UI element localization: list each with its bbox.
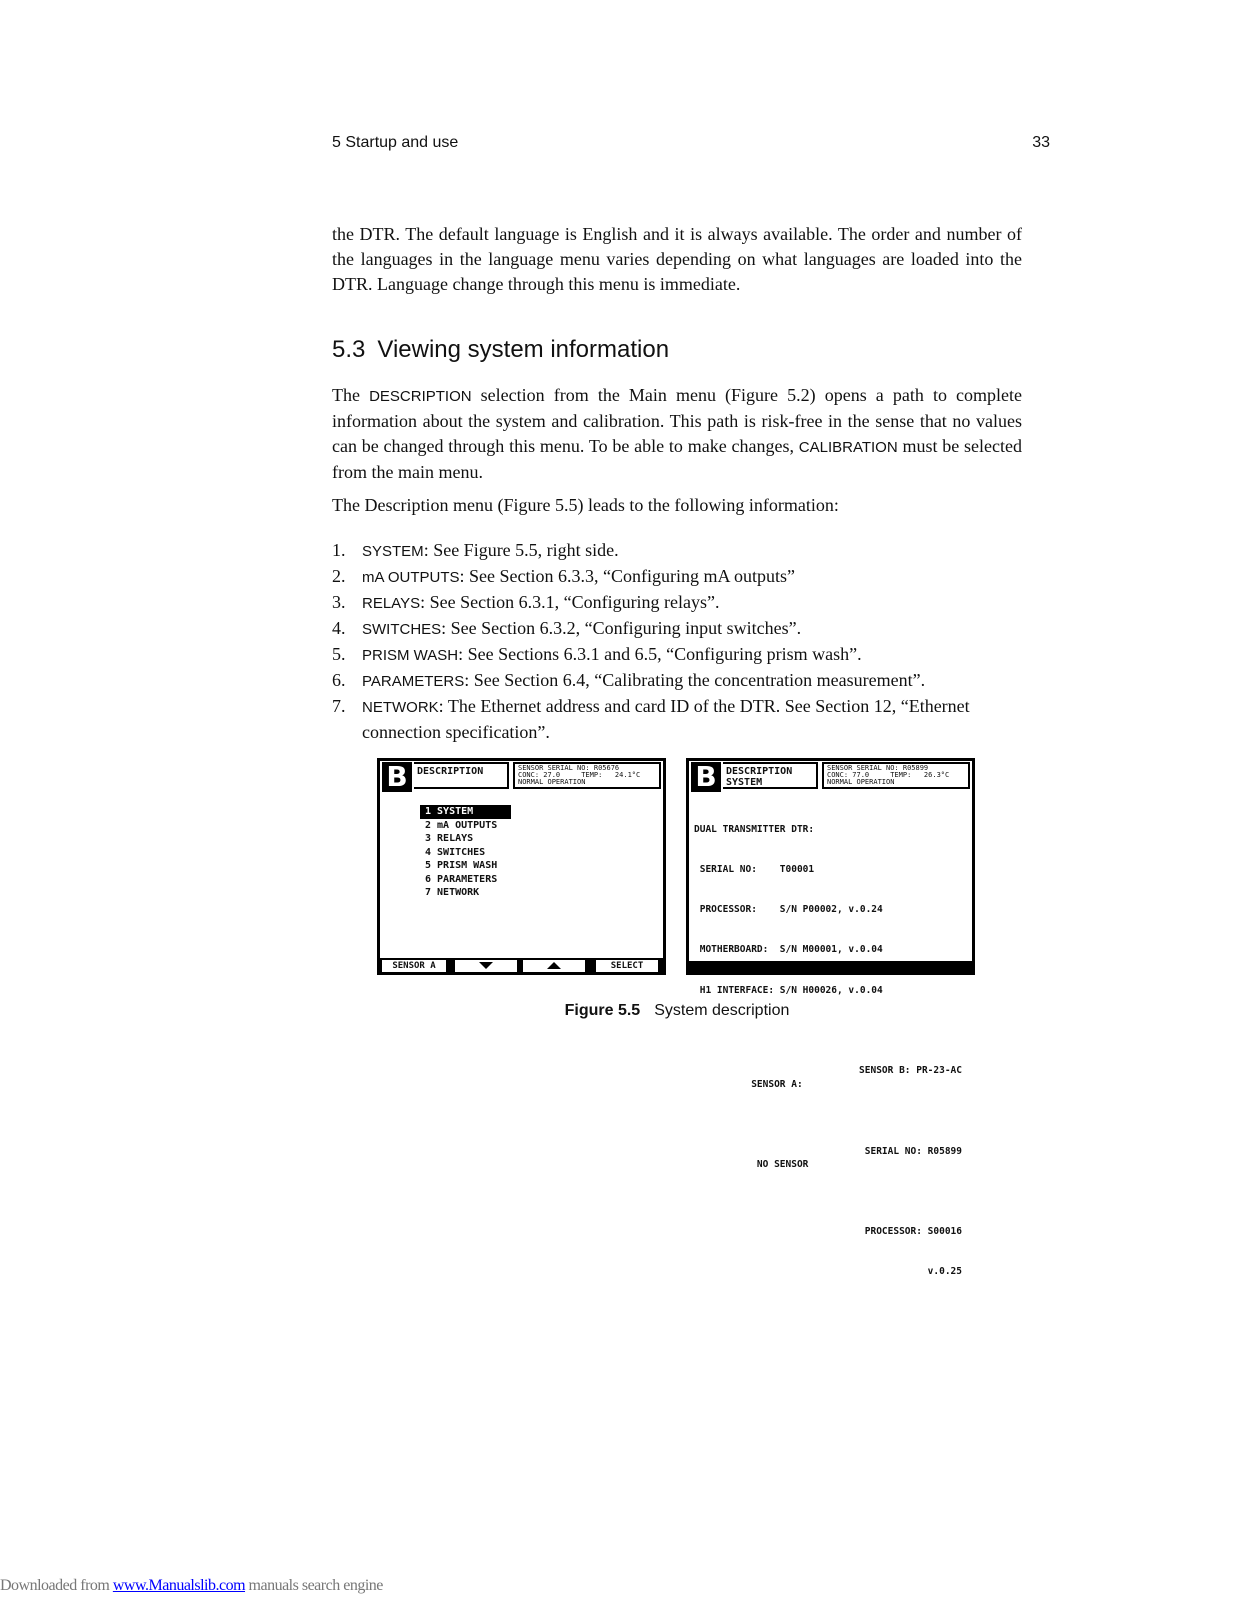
paragraph-menu-intro: The Description menu (Figure 5.5) leads to the following information: bbox=[332, 495, 839, 515]
list-number: 4. bbox=[332, 618, 346, 638]
list-text: : The Ethernet address and card ID of the DTR. See Section 12, “Ethernet connection specification”. bbox=[362, 696, 970, 742]
list-number: 5. bbox=[332, 644, 346, 664]
text-run: selection from the Main menu (Figure 5.2) opens a path to complete information about the system and calibration. This path is risk-free in the sense that no values can be changed through this menu. To be able to make changes, bbox=[332, 385, 1023, 456]
lcd-status-conc: CONC: 27.0 TEMP: 24.1°C bbox=[518, 771, 641, 779]
info-line: SERIAL NO: T00001 bbox=[694, 864, 815, 876]
page-header bbox=[332, 134, 1050, 156]
info-line: H1 INTERFACE: S/N H00026, v.0.04 bbox=[694, 984, 883, 996]
menu-item-ma-outputs[interactable]: 2 mA OUTPUTS bbox=[425, 819, 498, 831]
sensor-b-processor: PROCESSOR: S00016 bbox=[864, 1225, 962, 1237]
lcd-status-conc: CONC: 77.0 TEMP: 26.3°C bbox=[827, 771, 950, 779]
list-text: : See Section 6.3.3, “Configuring mA outputs” bbox=[459, 566, 795, 586]
list-item bbox=[332, 564, 1022, 590]
info-line: MOTHERBOARD: S/N M00001, v.0.04 bbox=[694, 944, 883, 956]
sensor-a-label: SENSOR A: bbox=[751, 1078, 803, 1090]
footer-prefix: Downloaded from bbox=[0, 1577, 113, 1594]
lcd-bottom-bar bbox=[689, 961, 972, 972]
softkey-select[interactable]: SELECT bbox=[596, 960, 658, 972]
lcd-description-menu bbox=[377, 758, 666, 975]
sensor-a-value: NO SENSOR bbox=[751, 1158, 809, 1170]
list-key: PARAMETERS bbox=[362, 673, 465, 690]
sensor-row bbox=[694, 1145, 962, 1199]
list-item bbox=[332, 642, 1022, 668]
sensor-row bbox=[694, 1064, 962, 1118]
lcd-status-mode: NORMAL OPERATION bbox=[827, 778, 895, 786]
manualslib-link[interactable]: www.Manualslib.com bbox=[112, 1577, 246, 1594]
figure-label: Figure 5.5 bbox=[564, 1002, 641, 1019]
list-number: 7. bbox=[332, 696, 346, 716]
arrow-up-icon bbox=[547, 962, 561, 969]
list-key: RELAYS bbox=[362, 595, 421, 612]
list-key: PRISM WASH bbox=[362, 647, 459, 664]
section-number: 5.3 bbox=[332, 336, 366, 363]
menu-term-calibration: CALIBRATION bbox=[798, 439, 898, 456]
menu-item-switches[interactable]: 4 SWITCHES bbox=[425, 846, 486, 858]
system-info bbox=[694, 796, 962, 1305]
menu-item-prism-wash[interactable]: 5 PRISM WASH bbox=[425, 860, 498, 871]
arrow-down-icon bbox=[479, 962, 493, 969]
info-line: PROCESSOR: S/N P00002, v.0.24 bbox=[694, 904, 883, 916]
list-item bbox=[332, 590, 1022, 616]
list-key: NETWORK bbox=[362, 699, 439, 716]
list-key: mA OUTPUTS bbox=[362, 569, 460, 586]
text-run: must be selected from the main menu. bbox=[332, 436, 1023, 482]
list-number: 3. bbox=[332, 592, 346, 612]
section-title: Viewing system information bbox=[377, 336, 670, 363]
list-item bbox=[332, 694, 1022, 745]
intro-paragraph: the DTR. The default language is English and it is always available. The order and number of the languages in the language menu varies depending on what languages are loaded into the DTR. Language change through this menu is immediate. bbox=[332, 224, 1022, 294]
text-run: The bbox=[332, 385, 370, 405]
lcd-title-text: DESCRIPTION bbox=[726, 766, 793, 777]
list-text: : See Section 6.3.1, “Configuring relays”. bbox=[420, 592, 720, 612]
softkey-bar bbox=[380, 958, 663, 972]
softkey-up[interactable] bbox=[523, 960, 585, 972]
info-line: DUAL TRANSMITTER DTR: bbox=[694, 823, 815, 835]
list-number: 1. bbox=[332, 540, 346, 560]
footer-suffix: manuals search engine bbox=[245, 1577, 383, 1594]
sensor-b-label: SENSOR B: PR-23-AC bbox=[859, 1065, 962, 1077]
sensor-b-serial: SERIAL NO: R05899 bbox=[864, 1145, 962, 1157]
menu-term-description: DESCRIPTION bbox=[369, 388, 472, 405]
list-number: 6. bbox=[332, 670, 346, 690]
softkey-down[interactable] bbox=[455, 960, 517, 972]
b-logo-icon: B bbox=[691, 762, 721, 792]
softkey-sensor-a[interactable]: SENSOR A bbox=[382, 960, 446, 972]
list-item bbox=[332, 668, 1022, 694]
sensor-b-version: v.0.25 bbox=[927, 1266, 962, 1278]
paragraph-description bbox=[332, 383, 1022, 485]
header-section: 5 Startup and use bbox=[332, 134, 459, 151]
section-heading bbox=[332, 336, 669, 364]
lcd-screen bbox=[380, 761, 663, 972]
b-logo-icon: B bbox=[382, 762, 412, 792]
menu-item-parameters[interactable]: 6 PARAMETERS bbox=[425, 873, 498, 885]
list-item bbox=[332, 616, 1022, 642]
description-menu-list bbox=[332, 538, 1022, 745]
lcd-title bbox=[723, 762, 818, 789]
page-number: 33 bbox=[1032, 134, 1050, 151]
lcd-status-mode: NORMAL OPERATION bbox=[518, 778, 586, 786]
list-text: : See Figure 5.5, right side. bbox=[423, 540, 619, 560]
lcd-title bbox=[414, 762, 509, 789]
menu-item-relays[interactable]: 3 RELAYS bbox=[425, 833, 474, 844]
lcd-status-box bbox=[822, 762, 970, 789]
menu-item-system[interactable]: 1 SYSTEM bbox=[420, 805, 511, 819]
lcd-status-box bbox=[513, 762, 661, 789]
menu-item-network[interactable]: 7 NETWORK bbox=[425, 887, 480, 898]
download-footer bbox=[0, 1577, 383, 1595]
list-key: SYSTEM bbox=[362, 543, 424, 560]
list-number: 2. bbox=[332, 566, 346, 586]
lcd-status-serial: SENSOR SERIAL NO: R05676 bbox=[518, 764, 620, 772]
list-item bbox=[332, 538, 1022, 564]
list-key: SWITCHES bbox=[362, 621, 442, 638]
lcd-subtitle-text: SYSTEM bbox=[726, 777, 763, 788]
list-text: : See Sections 6.3.1 and 6.5, “Configuring prism wash”. bbox=[458, 644, 862, 664]
list-text: : See Section 6.4, “Calibrating the concentration measurement”. bbox=[464, 670, 926, 690]
figure-caption bbox=[332, 1002, 1022, 1020]
list-text: : See Section 6.3.2, “Configuring input switches”. bbox=[441, 618, 802, 638]
figure-caption-text: System description bbox=[654, 1002, 790, 1019]
lcd-menu bbox=[420, 805, 511, 900]
lcd-title-text: DESCRIPTION bbox=[417, 766, 484, 777]
lcd-status-serial: SENSOR SERIAL NO: R05899 bbox=[827, 764, 929, 772]
